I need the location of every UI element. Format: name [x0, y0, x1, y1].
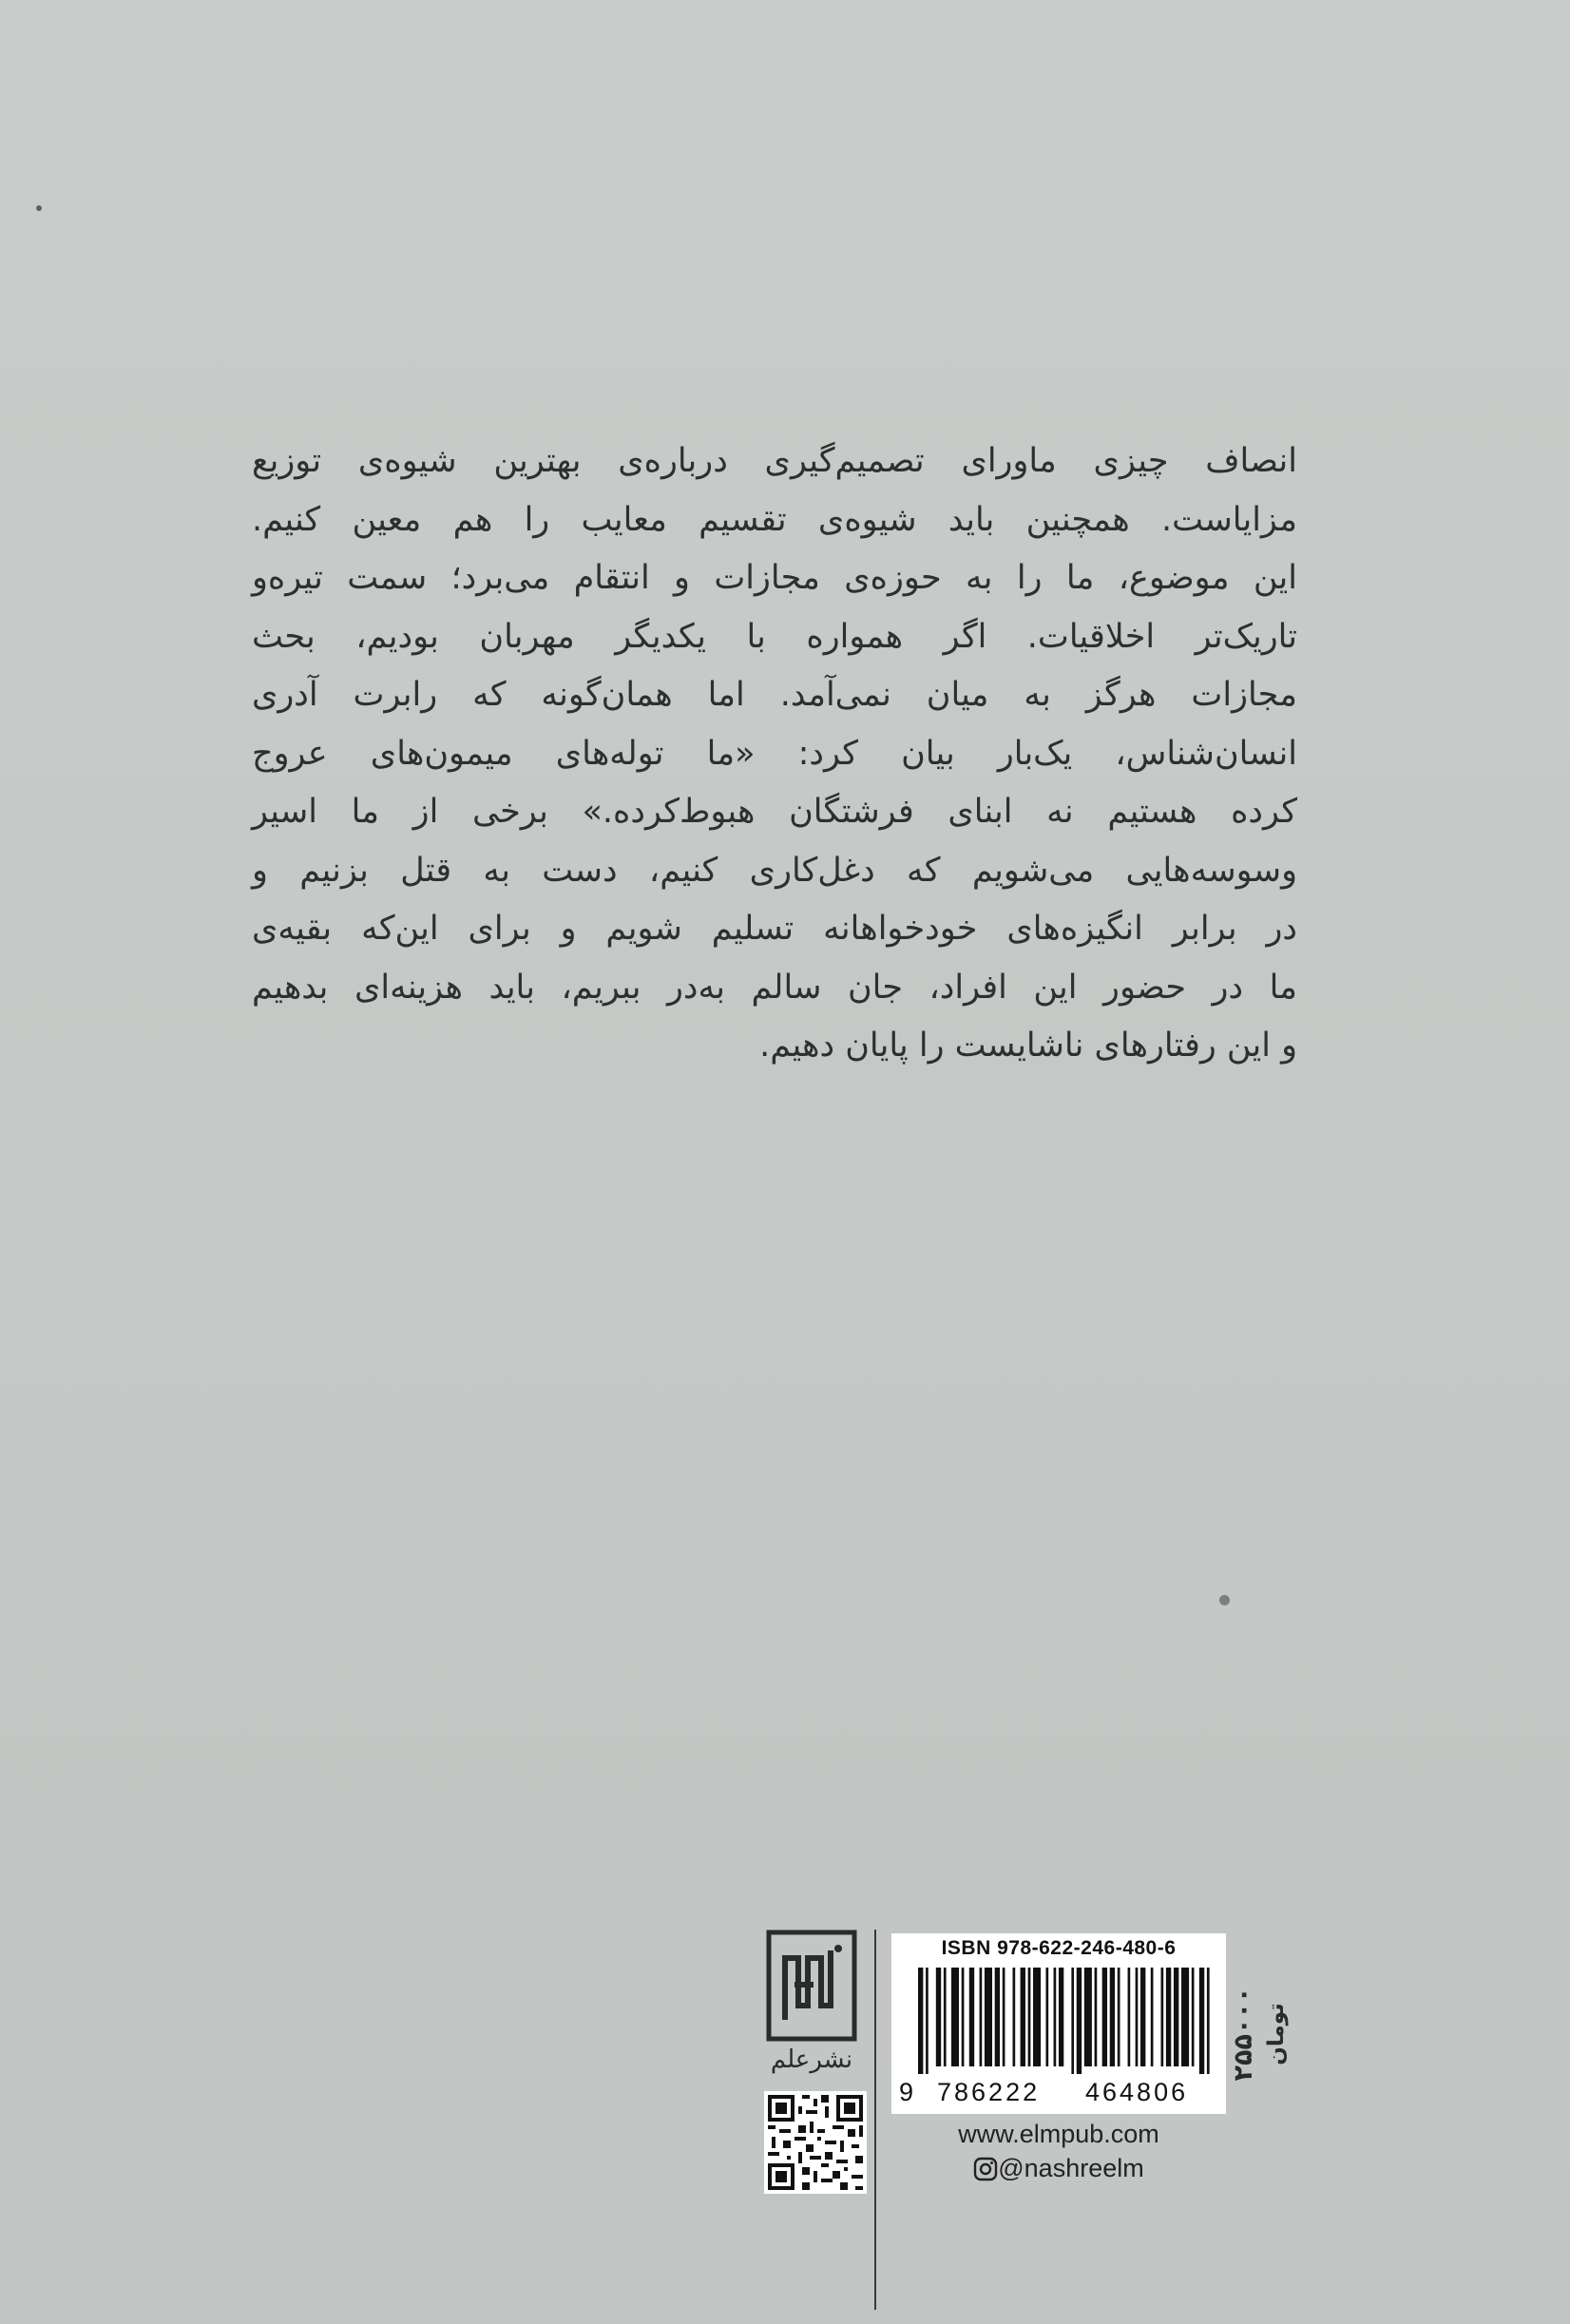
- blurb-line: وسوسه‌هایی می‌شویم که دغل‌کاری کنیم، دست به قتل بزنیم و: [252, 851, 1297, 890]
- barcode-bar: [1118, 1968, 1120, 2066]
- barcode-bar: [1161, 1968, 1164, 2066]
- barcode-bar: [1166, 1968, 1171, 2066]
- instagram-icon: [973, 2157, 998, 2181]
- barcode-bar: [1207, 1968, 1210, 2074]
- barcode-bar: [1054, 1968, 1057, 2066]
- barcode-bar: [926, 1968, 929, 2074]
- barcode-bar: [1151, 1968, 1154, 2066]
- blurb-line: تاریک‌تر اخلاقیات. اگر همواره با یکدیگر مهربان بودیم، بحث: [252, 617, 1297, 656]
- price-label: [1222, 1939, 1298, 2129]
- blurb-line: ما در حضور این افراد، جان سالم به‌در ببریم، باید هزینه‌ای بدهیم: [252, 968, 1297, 1007]
- barcode-bar: [962, 1968, 965, 2066]
- blurb-line: در برابر انگیزه‌های خودخواهانه تسلیم شویم و برای این‌که بقیه‌ی: [252, 910, 1297, 948]
- barcode-bar: [980, 1968, 983, 2066]
- barcode-bar: [985, 1968, 992, 2066]
- barcode-bar: [1110, 1968, 1115, 2066]
- blurb-line: این موضوع، ما را به حوزه‌ی مجازات و انتقام می‌برد؛ سمت تیره‌و: [252, 559, 1297, 597]
- publisher-logo-icon: [766, 1930, 857, 2042]
- blurb-line: انسان‌شناس، یک‌بار بیان کرد: «ما توله‌های میمون‌های عروج: [252, 734, 1297, 773]
- blurb-line: مزایاست. همچنین باید شیوه‌ی تقسیم معایب را هم معین کنیم.: [252, 500, 1297, 539]
- publisher-name: نشرعلم: [770, 2046, 853, 2074]
- barcode-bar: [1028, 1968, 1031, 2066]
- barcode-digits-left: 786222: [937, 2078, 1041, 2106]
- barcode-bar: [1095, 1968, 1098, 2066]
- barcode-bar: [1199, 1968, 1204, 2074]
- price-currency: تومان: [1264, 2003, 1289, 2065]
- barcode-digit-prefix: 9: [899, 2078, 914, 2106]
- isbn-number: ISBN 978-622-246-480-6: [941, 1937, 1177, 1959]
- barcode-bar: [1128, 1968, 1131, 2066]
- qr-code-icon: [764, 2091, 867, 2194]
- blurb-line: انصاف چیزی ماورای تصمیم‌گیری درباره‌ی بهترین شیوه‌ی توزیع: [252, 442, 1297, 480]
- barcode-bar: [1003, 1968, 1005, 2066]
- barcode-bar: [1136, 1968, 1139, 2066]
- barcode-icon: [918, 1968, 1215, 2074]
- barcode-bar: [1013, 1968, 1016, 2066]
- social-handle: @nashreelm: [998, 2154, 1144, 2182]
- price-amount: ۲۵۵۰۰۰: [1229, 1987, 1258, 2082]
- barcode-bar: [1045, 1968, 1048, 2066]
- blurb-line: کرده هستیم نه ابنای فرشتگان هبوط‌کرده.» برخی از ما اسیر: [252, 793, 1297, 831]
- barcode-bar: [1071, 1968, 1074, 2074]
- blurb-text: [252, 432, 1297, 1076]
- barcode-bar: [936, 1968, 941, 2066]
- barcode-digits-right: 464806: [1085, 2078, 1189, 2106]
- blurb-line: مجازات هرگز به میان نمی‌آمد. اما همان‌گونه که رابرت آدری: [252, 676, 1297, 714]
- barcode-bar: [995, 1968, 1000, 2066]
- barcode-bar: [951, 1968, 959, 2066]
- barcode-bar: [1140, 1968, 1145, 2066]
- publisher-block: [751, 1930, 876, 2310]
- publisher-website: www.elmpub.com: [958, 2120, 1159, 2148]
- social-handle-row: [891, 2154, 1226, 2183]
- barcode-bar: [1021, 1968, 1025, 2066]
- barcode-bar: [1102, 1968, 1107, 2066]
- barcode-bar: [1059, 1968, 1063, 2066]
- barcode-bar: [1084, 1968, 1092, 2066]
- isbn-barcode-label: [891, 1933, 1226, 2114]
- blurb-line: و این رفتارهای ناشایست را پایان دهیم.: [759, 1027, 1297, 1065]
- barcode-bar: [944, 1968, 947, 2066]
- barcode-bar: [1033, 1968, 1041, 2066]
- barcode-bar: [1077, 1968, 1082, 2074]
- speck-dot: [36, 205, 42, 211]
- barcode-bar: [918, 1968, 923, 2074]
- barcode-bar: [1174, 1968, 1178, 2066]
- barcode-bar: [1192, 1968, 1195, 2066]
- barcode-bar: [969, 1968, 974, 2066]
- speck-dot: [1219, 1595, 1230, 1605]
- barcode-bar: [1181, 1968, 1189, 2066]
